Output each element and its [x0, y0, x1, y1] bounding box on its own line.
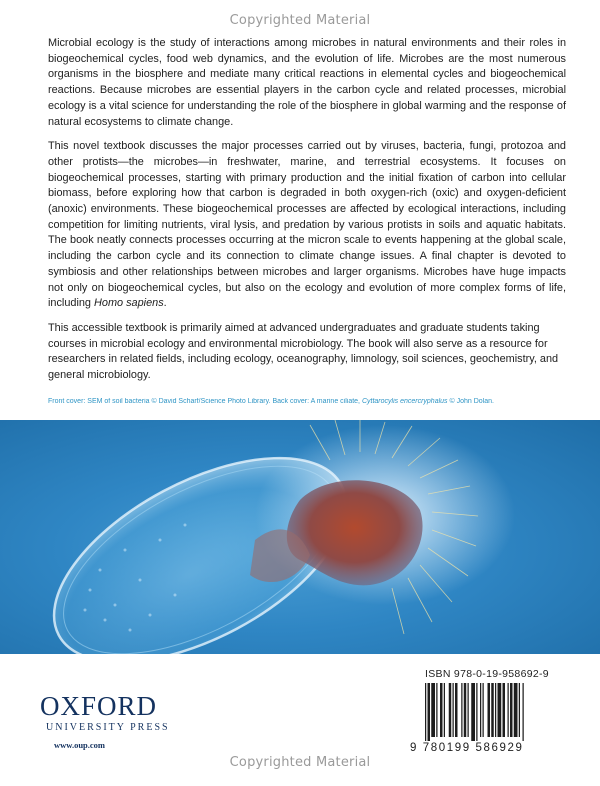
publisher-press: UNIVERSITY PRESS	[46, 722, 170, 733]
blurb-paragraph-1: Microbial ecology is the study of interactions among microbes in natural environments and their roles in biogeochemical cycles, food web dynamics, and the evolution of life. Microbes are the most numerous organisms in the biosphere and mediate many critical reactions in elemental cycles and biogeochemical reactions. Because microbes are essential players in the carbon cycle and related processes, microbial ecology is a vital science for understanding the role of the biosphere in global warming and the response of natural ecosystems to climate change.	[48, 37, 566, 128]
barcode-bar	[480, 683, 481, 737]
barcode-bar	[508, 683, 509, 737]
barcode-bar	[440, 683, 443, 737]
barcode-bar	[464, 683, 467, 737]
blurb-paragraph-2-end: .	[163, 297, 167, 310]
barcode-bar	[498, 683, 502, 737]
ciliate-photo	[0, 420, 600, 654]
barcode-bar	[455, 683, 458, 737]
credit-text-b: © John Dolan.	[449, 398, 494, 405]
publisher-logo	[40, 692, 170, 733]
blurb-paragraph-2-text: This novel textbook discusses the major processes carried out by viruses, bacteria, fungi, protozoa and other protists—the microbes—in freshwater, marine, and terrestrial ecosystems. It focuses on biogeochemical processes, starting with primary production and the initial fixation of carbon into cellular biomass, before exploring how that carbon is degraded in both oxygen-rich (oxic) and oxygen-deficient (anoxic) environments. These biogeochemical processes are affected by ecological interactions, including competition for limiting nutrients, viral lysis, and predation by various protists in soils and aquatic habitats. The book neatly connects processes occurring at the micron scale to events happening at the global scale, including the carbon cycle and its connection to climate change issues. A final chapter is devoted to symbiosis and other relationships between microbes and larger organisms. Microbes have huge impacts not only on biogeochemical cycles, but also on the ecology and evolution of more complex forms of life, including	[48, 140, 566, 310]
watermark-top: Copyrighted Material	[229, 13, 371, 28]
barcode-bar	[468, 683, 469, 737]
barcode-bar	[425, 683, 426, 741]
barcode-bar	[519, 683, 520, 737]
barcode-bar	[444, 683, 445, 737]
publisher-url: www.oup.com	[54, 740, 106, 750]
barcode-bar	[491, 683, 494, 737]
barcode-bar	[436, 683, 437, 737]
credit-species: Cyttarocylis encercryphalus	[361, 398, 448, 405]
barcode-bar	[471, 683, 475, 741]
cover-credit	[48, 398, 588, 405]
barcode-bar	[428, 683, 431, 741]
barcode-bar	[461, 683, 462, 737]
barcode-bar	[483, 683, 484, 737]
barcode-bar	[453, 683, 454, 737]
isbn-label: ISBN 978-0-19-958692-9	[425, 668, 549, 680]
watermark-bottom: Copyrighted Material	[229, 755, 371, 770]
back-cover-blurb	[48, 36, 566, 393]
barcode-icon	[425, 683, 575, 741]
barcode-bar	[449, 683, 452, 737]
publisher-name: OXFORD	[40, 691, 158, 721]
barcode-bar	[514, 683, 518, 737]
barcode-bar	[476, 683, 477, 741]
barcode-bar	[488, 683, 491, 737]
barcode-digits: 9 780199 586929	[410, 742, 524, 754]
barcode-bar	[431, 683, 435, 737]
barcode-bar	[523, 683, 524, 741]
species-name: Homo sapiens	[94, 297, 164, 310]
blurb-paragraph-3: This accessible textbook is primarily aimed at advanced undergraduates and graduate students taking courses in microbial ecology and environmental microbiology. The book will also serve as a resource for researchers in related fields, including ecology, oceanography, limnology, soil sciences, geochemistry, and general microbiology.	[48, 321, 559, 382]
barcode-bar	[510, 683, 513, 737]
credit-text-a: Front cover: SEM of soil bacteria © David Scharf/Science Photo Library. Back cover: A marine ciliate,	[48, 398, 360, 405]
barcode-bar	[495, 683, 496, 737]
barcode-bar	[503, 683, 506, 737]
blurb-paragraph-2	[48, 139, 566, 312]
